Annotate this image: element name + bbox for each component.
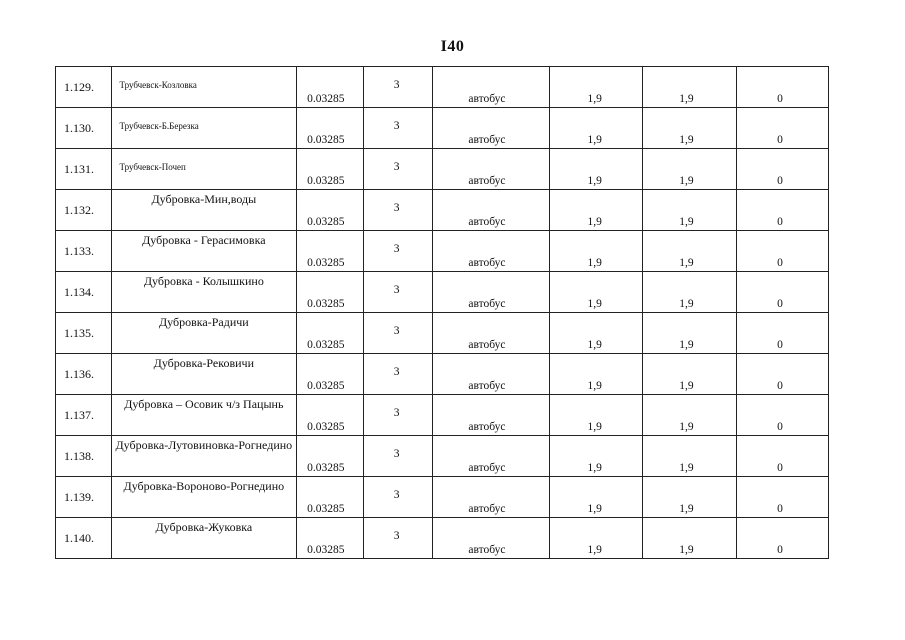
zone-cell xyxy=(363,354,433,395)
value3: 0 xyxy=(777,134,783,146)
distance-cell xyxy=(297,272,364,313)
value1-cell xyxy=(550,354,643,395)
route-cell xyxy=(111,190,297,231)
value3-cell xyxy=(737,436,829,477)
transport-cell xyxy=(433,108,550,149)
distance-value: 0.03285 xyxy=(307,134,345,146)
distance-cell xyxy=(297,477,364,518)
route-name: Дубровка – Осовик ч/з Пацынь xyxy=(124,397,284,411)
table-row xyxy=(56,354,829,395)
transport-type: автобус xyxy=(468,257,506,269)
distance-value: 0.03285 xyxy=(307,421,345,433)
route-name: Дубровка-Рековичи xyxy=(153,356,255,370)
transport-cell xyxy=(433,231,550,272)
zone-value: 3 xyxy=(393,120,400,132)
zone-value: 3 xyxy=(393,448,400,460)
value1: 1,9 xyxy=(587,380,602,392)
value3: 0 xyxy=(777,421,783,433)
value1: 1,9 xyxy=(587,462,602,474)
zone-value: 3 xyxy=(393,161,400,173)
value1: 1,9 xyxy=(587,216,602,228)
value3-cell xyxy=(737,354,829,395)
row-number: 1.136. xyxy=(56,354,112,395)
value2: 1,9 xyxy=(679,503,694,515)
value3-cell xyxy=(737,108,829,149)
value3-cell xyxy=(737,231,829,272)
route-name: Дубровка-Вороново-Рогнедино xyxy=(123,479,285,493)
route-cell xyxy=(111,354,297,395)
value1: 1,9 xyxy=(587,175,602,187)
row-number: 1.131. xyxy=(56,149,112,190)
value3-cell xyxy=(737,190,829,231)
zone-value: 3 xyxy=(393,407,400,419)
value3: 0 xyxy=(777,339,783,351)
transport-cell xyxy=(433,354,550,395)
zone-value: 3 xyxy=(393,489,400,501)
transport-type: автобус xyxy=(468,380,506,392)
transport-type: автобус xyxy=(468,462,506,474)
value1: 1,9 xyxy=(587,298,602,310)
value2: 1,9 xyxy=(679,544,694,556)
value2-cell xyxy=(643,395,737,436)
zone-cell xyxy=(363,518,433,559)
route-cell xyxy=(111,395,297,436)
value2-cell xyxy=(643,477,737,518)
value2: 1,9 xyxy=(679,462,694,474)
transport-type: автобус xyxy=(468,339,506,351)
route-cell xyxy=(111,149,297,190)
route-name: Дубровка-Лутовиновка-Рогнедино xyxy=(115,438,293,452)
route-name: Трубчевск-Козловка xyxy=(119,80,197,90)
route-cell xyxy=(111,231,297,272)
value2: 1,9 xyxy=(679,380,694,392)
value2-cell xyxy=(643,272,737,313)
distance-cell xyxy=(297,67,364,108)
value3: 0 xyxy=(777,503,783,515)
row-number: 1.139. xyxy=(56,477,112,518)
route-name: Дубровка-Радичи xyxy=(158,315,249,329)
value3-cell xyxy=(737,313,829,354)
distance-cell xyxy=(297,190,364,231)
route-cell xyxy=(111,518,297,559)
transport-cell xyxy=(433,477,550,518)
value2: 1,9 xyxy=(679,421,694,433)
value1-cell xyxy=(550,518,643,559)
value2-cell xyxy=(643,436,737,477)
value3-cell xyxy=(737,518,829,559)
zone-cell xyxy=(363,436,433,477)
value1: 1,9 xyxy=(587,503,602,515)
row-number: 1.138. xyxy=(56,436,112,477)
zone-value: 3 xyxy=(393,325,400,337)
value1: 1,9 xyxy=(587,93,602,105)
table-row xyxy=(56,190,829,231)
transport-cell xyxy=(433,272,550,313)
route-name: Дубровка - Колышкино xyxy=(143,274,264,288)
value1-cell xyxy=(550,108,643,149)
value1-cell xyxy=(550,477,643,518)
table-row xyxy=(56,313,829,354)
distance-cell xyxy=(297,395,364,436)
zone-cell xyxy=(363,149,433,190)
value3: 0 xyxy=(777,544,783,556)
distance-cell xyxy=(297,149,364,190)
value3-cell xyxy=(737,67,829,108)
value2-cell xyxy=(643,149,737,190)
distance-value: 0.03285 xyxy=(307,257,345,269)
transport-cell xyxy=(433,67,550,108)
distance-value: 0.03285 xyxy=(307,93,345,105)
table-row xyxy=(56,272,829,313)
route-cell xyxy=(111,477,297,518)
value2-cell xyxy=(643,518,737,559)
value1-cell xyxy=(550,149,643,190)
zone-cell xyxy=(363,395,433,436)
page-number: I40 xyxy=(440,38,465,55)
distance-cell xyxy=(297,518,364,559)
row-number: 1.134. xyxy=(56,272,112,313)
transport-type: автобус xyxy=(468,544,506,556)
transport-type: автобус xyxy=(468,216,506,228)
value1: 1,9 xyxy=(587,421,602,433)
transport-type: автобус xyxy=(468,298,506,310)
value1: 1,9 xyxy=(587,257,602,269)
row-number: 1.129. xyxy=(56,67,112,108)
transport-type: автобус xyxy=(468,421,506,433)
table-row xyxy=(56,395,829,436)
distance-value: 0.03285 xyxy=(307,544,345,556)
value1-cell xyxy=(550,190,643,231)
distance-value: 0.03285 xyxy=(307,503,345,515)
transport-cell xyxy=(433,190,550,231)
value2: 1,9 xyxy=(679,298,694,310)
value2: 1,9 xyxy=(679,257,694,269)
zone-value: 3 xyxy=(393,79,400,91)
route-name: Дубровка-Мин,воды xyxy=(151,192,257,206)
value3: 0 xyxy=(777,380,783,392)
zone-cell xyxy=(363,272,433,313)
transport-cell xyxy=(433,395,550,436)
distance-value: 0.03285 xyxy=(307,339,345,351)
transport-type: автобус xyxy=(468,175,506,187)
distance-cell xyxy=(297,231,364,272)
value2: 1,9 xyxy=(679,339,694,351)
route-name: Трубчевск-Б.Березка xyxy=(119,121,199,131)
value3-cell xyxy=(737,272,829,313)
route-cell xyxy=(111,436,297,477)
value3-cell xyxy=(737,395,829,436)
distance-cell xyxy=(297,436,364,477)
value1-cell xyxy=(550,436,643,477)
table-row xyxy=(56,149,829,190)
route-name: Трубчевск-Почеп xyxy=(119,162,186,172)
value2: 1,9 xyxy=(679,134,694,146)
table-row xyxy=(56,436,829,477)
zone-cell xyxy=(363,108,433,149)
value2-cell xyxy=(643,231,737,272)
zone-cell xyxy=(363,67,433,108)
value2-cell xyxy=(643,354,737,395)
value3: 0 xyxy=(777,216,783,228)
zone-cell xyxy=(363,190,433,231)
routes-table xyxy=(55,66,829,559)
value1-cell xyxy=(550,395,643,436)
value1: 1,9 xyxy=(587,544,602,556)
value3: 0 xyxy=(777,93,783,105)
zone-cell xyxy=(363,477,433,518)
value2: 1,9 xyxy=(679,216,694,228)
value1: 1,9 xyxy=(587,134,602,146)
table-row xyxy=(56,231,829,272)
transport-cell xyxy=(433,149,550,190)
value2: 1,9 xyxy=(679,93,694,105)
value1-cell xyxy=(550,231,643,272)
zone-value: 3 xyxy=(393,202,400,214)
transport-cell xyxy=(433,313,550,354)
value1-cell xyxy=(550,272,643,313)
value1-cell xyxy=(550,313,643,354)
row-number: 1.130. xyxy=(56,108,112,149)
zone-value: 3 xyxy=(393,366,400,378)
distance-value: 0.03285 xyxy=(307,216,345,228)
transport-type: автобус xyxy=(468,503,506,515)
value1: 1,9 xyxy=(587,339,602,351)
distance-cell xyxy=(297,313,364,354)
value3: 0 xyxy=(777,175,783,187)
value1-cell xyxy=(550,67,643,108)
zone-cell xyxy=(363,231,433,272)
route-name: Дубровка-Жуковка xyxy=(155,520,253,534)
zone-value: 3 xyxy=(393,530,400,542)
transport-cell xyxy=(433,518,550,559)
value3-cell xyxy=(737,477,829,518)
route-name: Дубровка - Герасимовка xyxy=(142,233,266,247)
distance-cell xyxy=(297,108,364,149)
transport-cell xyxy=(433,436,550,477)
value2-cell xyxy=(643,313,737,354)
value3: 0 xyxy=(777,298,783,310)
zone-cell xyxy=(363,313,433,354)
transport-type: автобус xyxy=(468,93,506,105)
transport-type: автобус xyxy=(468,134,506,146)
value3-cell xyxy=(737,149,829,190)
value2-cell xyxy=(643,108,737,149)
value3: 0 xyxy=(777,462,783,474)
distance-cell xyxy=(297,354,364,395)
table-row xyxy=(56,67,829,108)
row-number: 1.132. xyxy=(56,190,112,231)
row-number: 1.135. xyxy=(56,313,112,354)
route-cell xyxy=(111,67,297,108)
distance-value: 0.03285 xyxy=(307,298,345,310)
value2-cell xyxy=(643,190,737,231)
route-cell xyxy=(111,272,297,313)
distance-value: 0.03285 xyxy=(307,462,345,474)
route-cell xyxy=(111,108,297,149)
zone-value: 3 xyxy=(393,243,400,255)
zone-value: 3 xyxy=(393,284,400,296)
row-number: 1.133. xyxy=(56,231,112,272)
distance-value: 0.03285 xyxy=(307,380,345,392)
value2-cell xyxy=(643,67,737,108)
row-number: 1.137. xyxy=(56,395,112,436)
row-number: 1.140. xyxy=(56,518,112,559)
value3: 0 xyxy=(777,257,783,269)
table-row xyxy=(56,108,829,149)
table-row xyxy=(56,477,829,518)
table-row xyxy=(56,518,829,559)
distance-value: 0.03285 xyxy=(307,175,345,187)
route-cell xyxy=(111,313,297,354)
value2: 1,9 xyxy=(679,175,694,187)
